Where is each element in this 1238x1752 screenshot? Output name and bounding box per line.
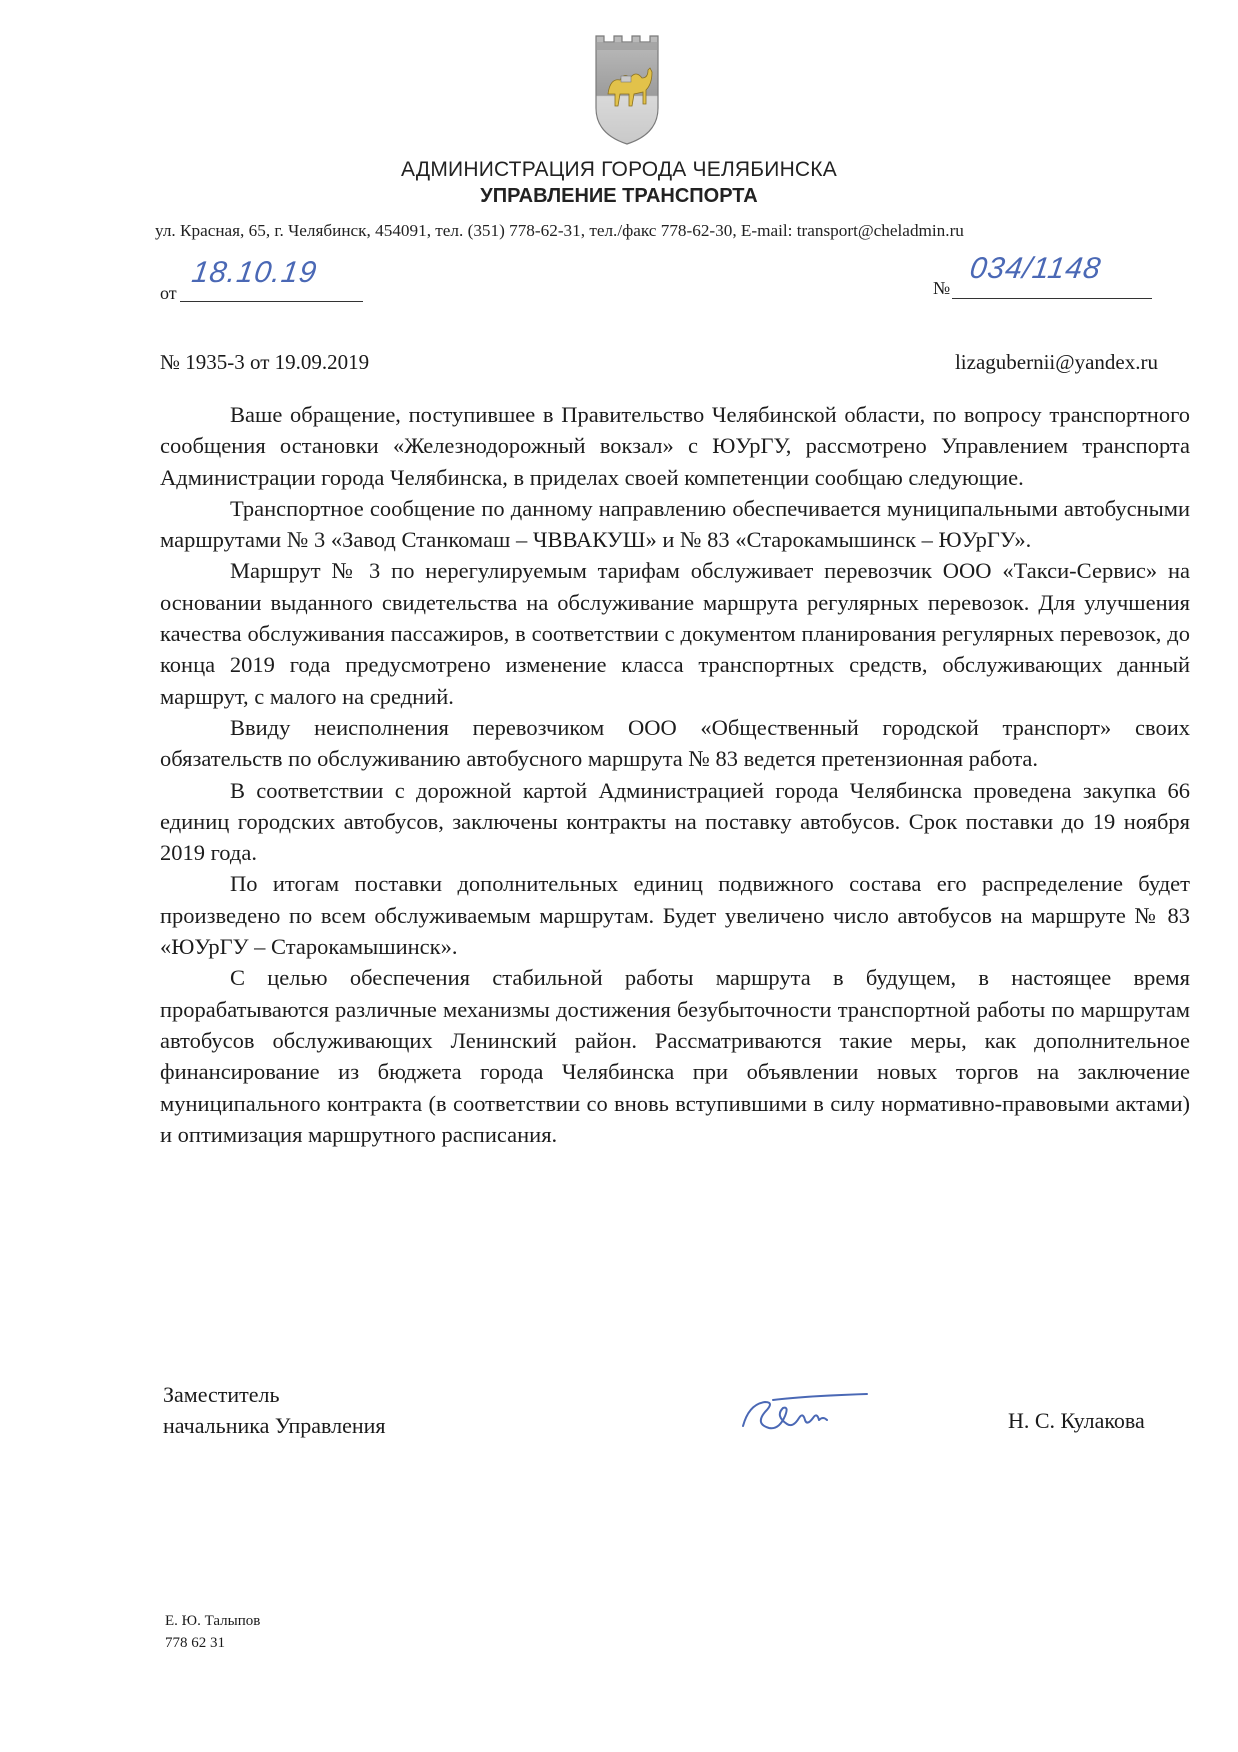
body-paragraph: В соответствии с дорожной картой Администрацией города Челябинска проведена закупка 66 единиц городских автобусов, заключены контракты на поставку автобусов. Срок поставки до 19 ноября 2019 года. — [160, 777, 1190, 866]
handwritten-signature-icon — [735, 1390, 875, 1440]
signatory-title — [163, 1379, 386, 1441]
organization-address: ул. Красная, 65, г. Челябинск, 454091, тел. (351) 778-62-31, тел./факс 778-62-30, E-mail: transport@cheladmin.ru — [155, 221, 964, 240]
body-paragraph: Ввиду неисполнения перевозчиком ООО «Общественный городской транспорт» своих обязательств по обслуживанию автобусного маршрута № 83 ведется претензионная работа. — [160, 714, 1190, 772]
coat-of-arms-icon — [590, 34, 664, 146]
number-underline — [952, 298, 1152, 299]
signatory-title-line: Заместитель — [163, 1382, 280, 1407]
number-prefix: № — [933, 278, 951, 298]
recipient-email: lizagubernii@yandex.ru — [954, 350, 1158, 374]
executor-phone: 778 62 31 — [165, 1635, 225, 1651]
executor-info — [165, 1610, 260, 1654]
body-paragraph: Ваше обращение, поступившее в Правительство Челябинской области, по вопросу транспортного сообщения остановки «Железнодорожный вокзал» с ЮУрГУ, рассмотрено Управлением транспорта Администрации города Челябинска, в приделах своей компетенции сообщаю следующие. — [160, 402, 1190, 490]
signatory-name: Н. С. Кулакова — [1008, 1408, 1145, 1433]
body-paragraph: С целью обеспечения стабильной работы маршрута в будущем, в настоящее время прорабатываются различные механизмы достижения безубыточности транспортной работы по маршрутам автобусов обслуживающих Ленинский район. Рассматриваются такие меры, как дополнительное финансирование из бюджета города Челябинска при объявлении новых торгов на заключение муниципального контракта (в соответствии со вновь вступившими в силу нормативно-правовыми актами) и оптимизация маршрутного расписания. — [160, 965, 1190, 1147]
body-paragraph: Маршрут № 3 по нерегулируемым тарифам обслуживает перевозчик ООО «Такси-Сервис» на основании выданного свидетельства на обслуживание маршрута регулярных перевозок. Для улучшения качества обслуживания пассажиров, в соответствии с документом планирования регулярных перевозок, до конца 2019 года предусмотрено изменение класса транспортных средств, обслуживающих данный маршрут, с малого на средний. — [160, 558, 1190, 709]
body-paragraph: Транспортное сообщение по данному направлению обеспечивается муниципальными автобусными маршрутами № 3 «Завод Станкомаш – ЧВВАКУШ» и № 83 «Старокамышинск – ЮУрГУ». — [160, 495, 1190, 553]
body-paragraph: По итогам поставки дополнительных единиц подвижного состава его распределение будет произведено по всем обслуживаемым маршрутам. Будет увеличено число автобусов на маршруте № 83 «ЮУрГУ – Старокамышинск». — [160, 871, 1190, 960]
organization-name: АДМИНИСТРАЦИЯ ГОРОДА ЧЕЛЯБИНСКА — [401, 158, 837, 181]
handwritten-date: 18.10.19 — [189, 256, 320, 289]
department-name: УПРАВЛЕНИЕ ТРАНСПОРТА — [480, 185, 758, 207]
executor-name: Е. Ю. Талыпов — [165, 1613, 261, 1629]
date-prefix: от — [160, 283, 177, 303]
handwritten-number: 034/1148 — [967, 252, 1104, 285]
letter-body — [160, 399, 1190, 1150]
incoming-reference: № 1935-3 от 19.09.2019 — [160, 350, 370, 374]
signatory-title-line: начальника Управления — [163, 1413, 386, 1438]
date-underline — [180, 301, 363, 302]
